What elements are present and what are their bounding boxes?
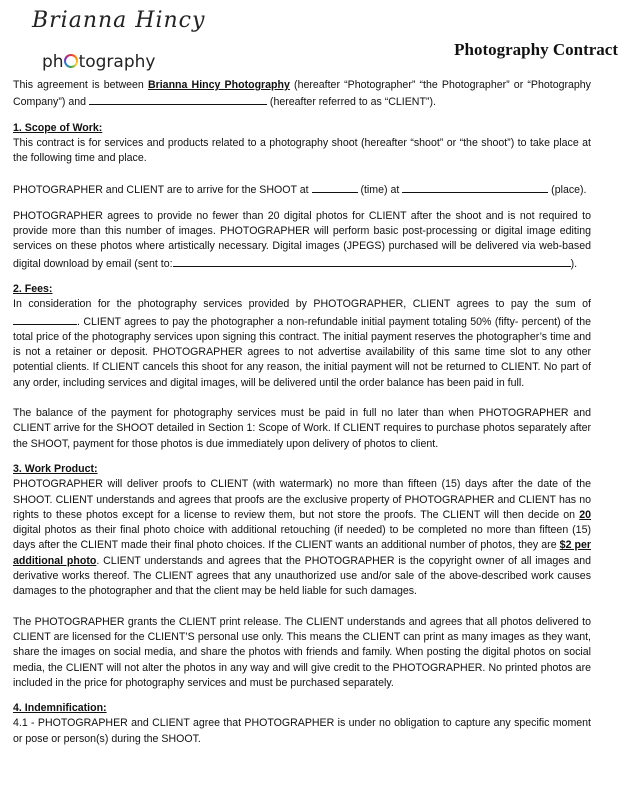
photo-count: 20 <box>579 508 591 521</box>
section-1-paragraph-3 <box>13 209 591 272</box>
email-blank[interactable] <box>173 255 571 267</box>
section-3-paragraph-2: The PHOTOGRAPHER grants the CLIENT print release. The CLIENT understands and agrees that all photos delivered to CLIENT are licensed for the CLIENT’S personal use only. This means the CLIENT can print as many images as they want, share the images on social media, and share the photos with friends and family. When posting the digital photos on social media, the CLIENT will not alter the photos in any way and will give credit to the PHOTOGRAPHER. No printed photos are included in the price for photography services and must be purchased separately. <box>13 615 591 689</box>
section-2-paragraph-2: The balance of the payment for photography services must be paid in full no later than when PHOTOGRAPHER and CLIENT arrive for the SHOOT detailed in Section 1: Scope of Work. If CLIENT requires to purchase photos separately after the SHOOT, payment for those photos is due immediately upon delivery of photos to client. <box>13 407 591 450</box>
arrival-text-3: (place). <box>548 184 587 197</box>
fees-text-1: In consideration for the photography services provided by PHOTOGRAPHER, CLIENT agrees to pay the sum of <box>13 298 591 311</box>
intro-text-1: This agreement is between <box>13 79 148 91</box>
section-2-heading: 2. Fees: <box>13 282 53 295</box>
section-2-paragraph-1 <box>13 297 591 391</box>
place-blank[interactable] <box>402 181 548 193</box>
document-title: Photography Contract <box>454 40 618 59</box>
intro-text-3: (hereafter referred to as “CLIENT”). <box>266 96 436 109</box>
client-name-blank[interactable] <box>89 93 267 105</box>
delivery-text: PHOTOGRAPHER agrees to provide no fewer than 20 digital photos for CLIENT after the shoot and is not required to provide more than this number of images. PHOTOGRAPHER will perform basic post-processing or digital image editing services on these photos where artistically necessary. Digital images (JPEGS) purchased will be delivered via web-based digital download by email (sent to: <box>13 209 591 270</box>
work-text-3: . CLIENT understands and agrees that the PHOTOGRAPHER is the copyright owner of all images and derivative works thereof. The CLIENT agrees that any unauthorized use and/or sale of the above-described work causes damages to the photographer and that the client may be held liable for such damages. <box>13 554 592 598</box>
delivery-text-end: ). <box>570 257 578 270</box>
logo-script-text: Brianna Hincy <box>32 8 206 33</box>
section-1-paragraph-1: This contract is for services and products related to a photography shoot (hereafter “shoot” or “the shoot”) to take place at the following time and place. <box>13 136 591 165</box>
work-text-2: digital photos as their final photo choice with additional retouching (if needed) to be completed no more than fifteen (15) days after the CLIENT made their final photo choices. If the CLIENT wants an additional number of photos, they are <box>13 524 591 552</box>
section-4-paragraph-1: 4.1 - PHOTOGRAPHER and CLIENT agree that PHOTOGRAPHER is under no obligation to capture any specific moment or pose or person(s) during the SHOOT. <box>13 717 591 745</box>
work-text-1: PHOTOGRAPHER will deliver proofs to CLIENT (with watermark) no more than fifteen (15) days after the date of the SHOOT. CLIENT understands and agrees that proofs are the exclusive property of PHOTOGRAPHER and CLIENT has no rights to these photos except for a license to review them, but not store the proofs. The CLIENT will then decide on <box>13 478 591 521</box>
arrival-text-1: PHOTOGRAPHER and CLIENT are to arrive for the SHOOT at <box>13 184 312 197</box>
arrival-text-2: (time) at <box>357 184 403 197</box>
intro-text-2: (hereafter “Photographer” “the Photographer” or “Photography Company”) and <box>13 79 591 109</box>
logo-wordmark <box>42 52 155 72</box>
time-blank[interactable] <box>312 181 358 193</box>
brand-logo <box>28 8 206 76</box>
company-name: Brianna Hincy Photography <box>147 79 290 91</box>
fee-amount-blank[interactable] <box>13 313 77 325</box>
rainbow-ring-icon <box>64 54 78 68</box>
section-4-heading: 4. Indemnification: <box>13 702 107 715</box>
contract-body <box>13 78 591 747</box>
intro-paragraph <box>13 78 591 111</box>
section-3-heading: 3. Work Product: <box>13 462 98 475</box>
fees-text-2: . CLIENT agrees to pay the photographer a non-refundable initial payment totaling 50% (fifty- percent) of the total price of the photography services upon signing this contract. The initial payment reserves the photographer’s time and is not a retainer or deposit. PHOTOGRAPHER agrees to not advertise availability of this same time slot to any other potential clients. If CLIENT cancels this shoot for any reason, the initial payment will not be returned to CLIENT. No part of any order, including services and digital images, will be delivered until the order balance has been paid in full. <box>13 315 591 389</box>
additional-photo-price: $2 per additional photo <box>13 539 592 567</box>
logo-word-suffix: tography <box>78 52 156 72</box>
section-1-heading: 1. Scope of Work: <box>13 121 103 134</box>
logo-word-prefix: ph <box>42 52 64 72</box>
section-3-paragraph-1 <box>13 477 591 599</box>
section-1-paragraph-2 <box>13 181 591 198</box>
